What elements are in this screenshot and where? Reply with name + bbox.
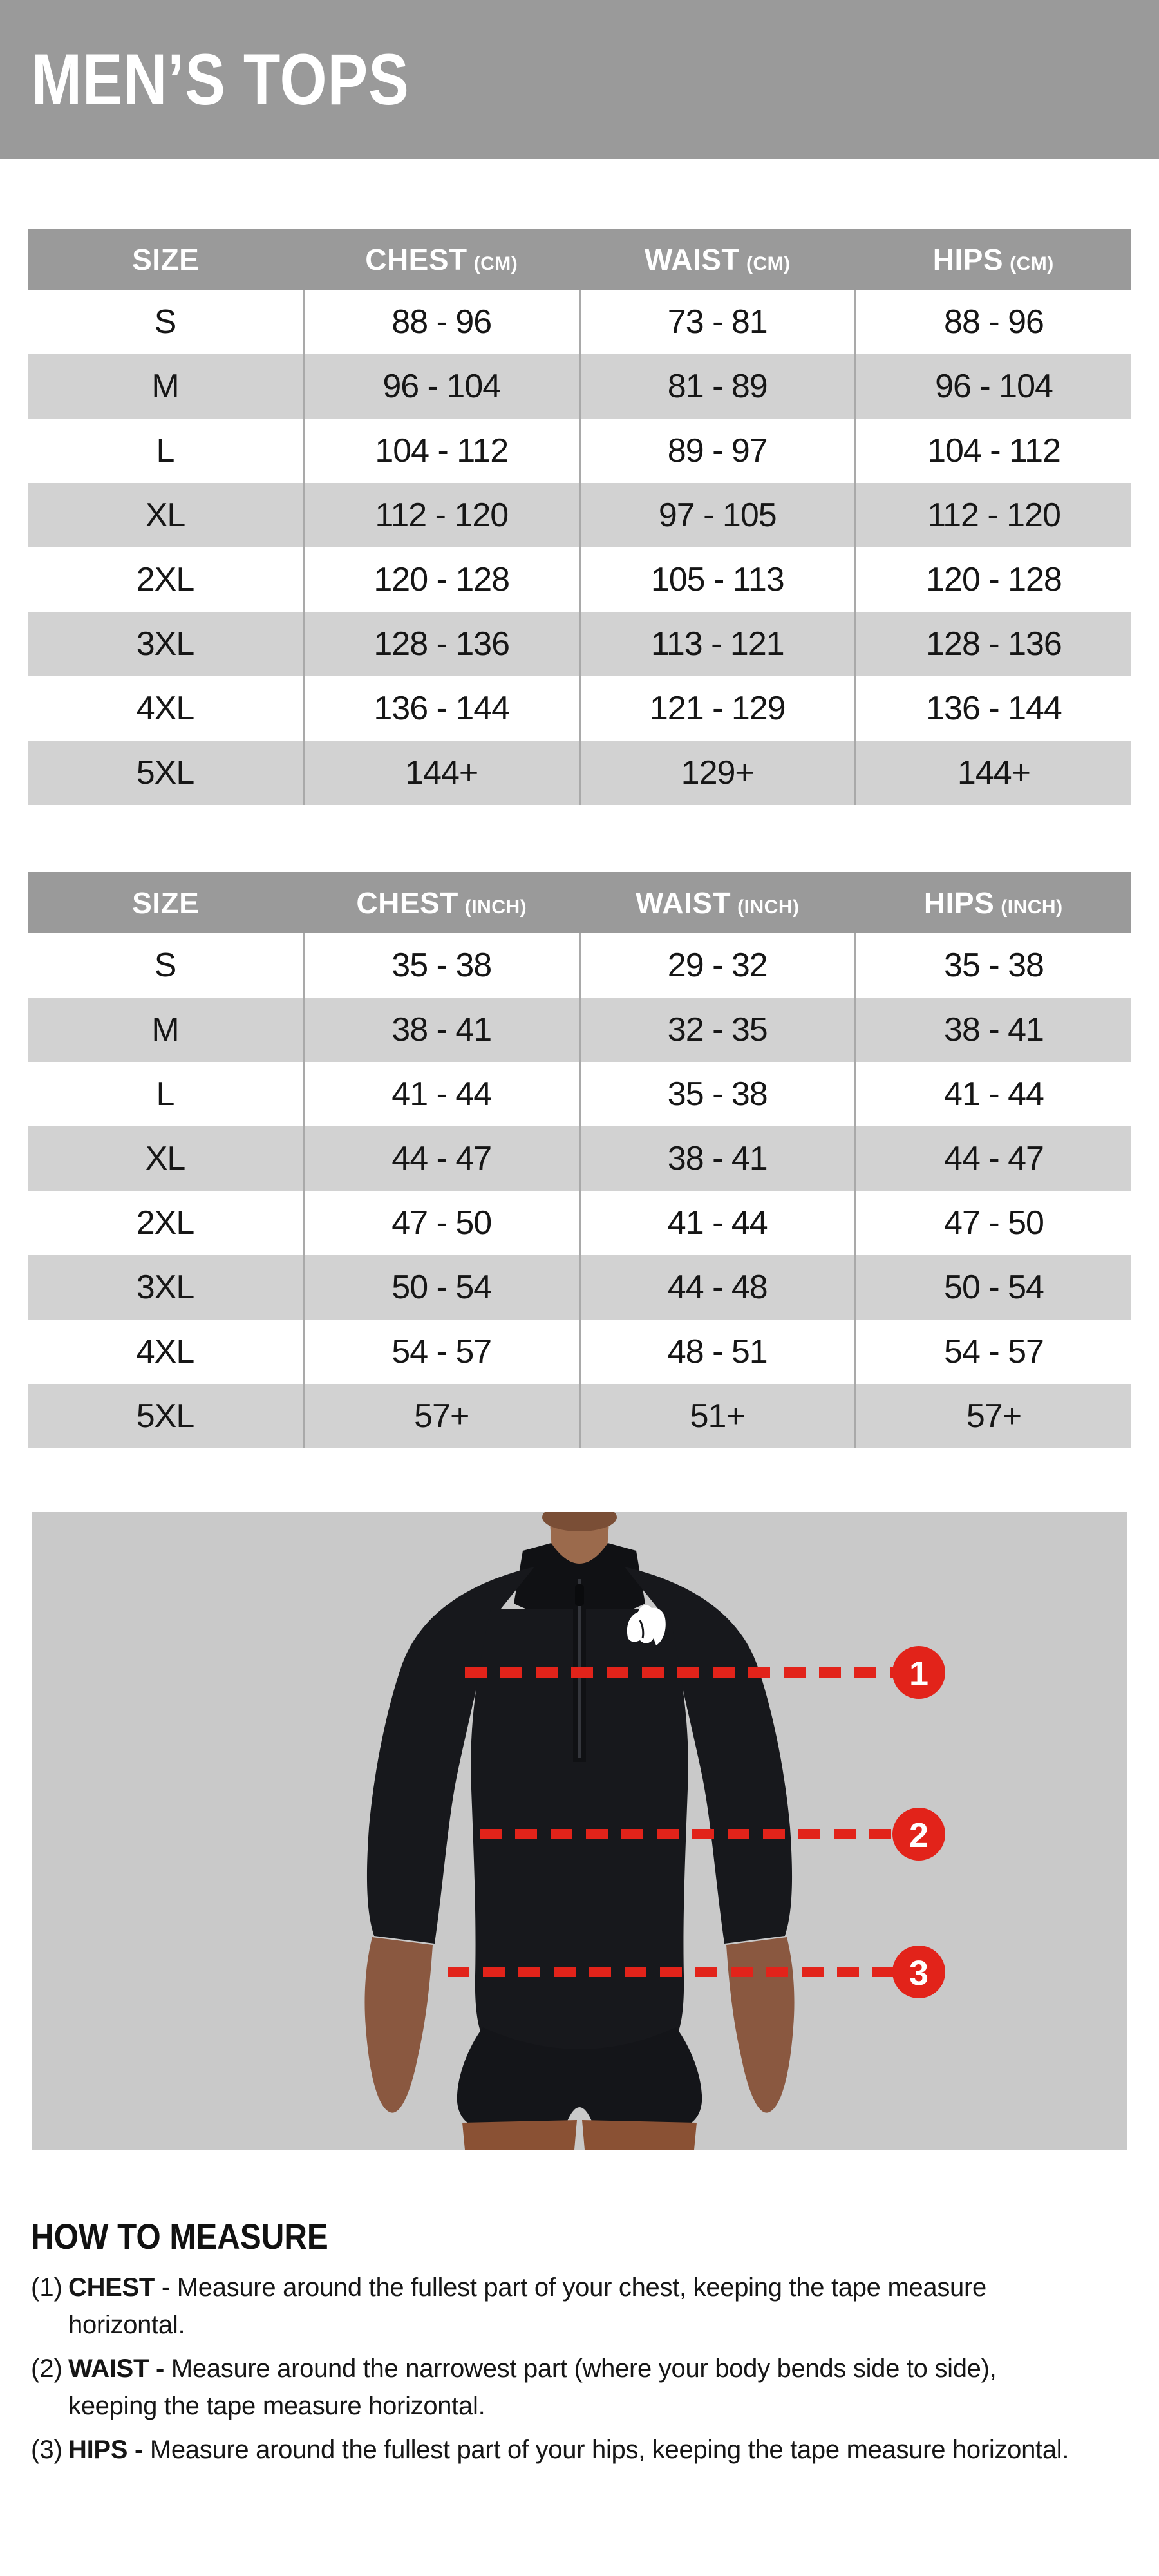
hips-column-header (856, 872, 1132, 933)
chest-cell: 44 - 47 (304, 1126, 580, 1191)
size-cell: XL (145, 497, 185, 534)
item-text (68, 2269, 1069, 2344)
chest-cell: 38 - 41 (304, 998, 580, 1062)
size-table-cm (28, 229, 1131, 805)
waist-cell: 113 - 121 (580, 612, 856, 676)
zipper-pull (575, 1584, 584, 1606)
waist-cell: 89 - 97 (580, 419, 856, 483)
item-number: (2) (31, 2354, 62, 2383)
size-cell: S (154, 303, 176, 341)
header-unit: (INCH) (737, 896, 800, 918)
size-table-cm-header (28, 229, 1131, 290)
item-separator (143, 2436, 150, 2464)
table-row (28, 998, 1131, 1062)
header-row (28, 229, 1131, 290)
size-table-inch (28, 872, 1131, 1448)
waist-cell: 32 - 35 (580, 998, 856, 1062)
header-unit: (CM) (1010, 252, 1054, 274)
table-row (28, 1191, 1131, 1255)
table-row (28, 933, 1131, 998)
header-label: SIZE (132, 886, 200, 920)
header-unit: (CM) (746, 252, 791, 274)
waist-cell: 35 - 38 (580, 1062, 856, 1126)
waist-cell: 105 - 113 (580, 547, 856, 612)
table-row (28, 676, 1131, 741)
header-row (28, 872, 1131, 933)
page-title: MEN’S TOPS (31, 39, 410, 120)
item-label: CHEST (68, 2273, 155, 2302)
chest-cell: 47 - 50 (304, 1191, 580, 1255)
header-unit: (INCH) (1001, 896, 1063, 918)
header-label: CHEST (365, 242, 467, 276)
measurement-figure (32, 1512, 1127, 2150)
size-table-inch-header (28, 872, 1131, 933)
size-column-header (28, 229, 304, 290)
header-label: WAIST (644, 242, 740, 276)
table-row (28, 1126, 1131, 1191)
item-text (68, 2350, 1069, 2425)
chest-cell: 128 - 136 (304, 612, 580, 676)
table-row (28, 1320, 1131, 1384)
table-row (28, 1255, 1131, 1320)
measurement-figure-svg (32, 1512, 1127, 2150)
chest-cell: 112 - 120 (304, 483, 580, 547)
left-thigh (462, 2120, 577, 2150)
hips-cell: 38 - 41 (856, 998, 1132, 1062)
size-cell: M (151, 1011, 179, 1048)
size-cell: 3XL (136, 625, 194, 663)
header-label: CHEST (356, 886, 458, 920)
waist-callout-number: 2 (909, 1816, 929, 1855)
hips-cell: 112 - 120 (856, 483, 1132, 547)
size-table-cm-body (28, 290, 1131, 805)
item-number: (1) (31, 2273, 62, 2302)
size-cell: 2XL (136, 561, 194, 598)
size-cell: L (156, 1075, 174, 1113)
hips-cell: 144+ (856, 741, 1132, 805)
size-column-header (28, 872, 304, 933)
item-number: (3) (31, 2436, 62, 2464)
header-label: HIPS (923, 886, 995, 920)
table-row (28, 1384, 1131, 1448)
item-description: Measure around the narrowest part (where your body bends side to side), keeping the tape measure horizontal. (68, 2354, 997, 2420)
chest-cell: 50 - 54 (304, 1255, 580, 1320)
chest-cell: 88 - 96 (304, 290, 580, 354)
hips-cell: 128 - 136 (856, 612, 1132, 676)
title-bar (0, 0, 1159, 159)
hips-cell: 35 - 38 (856, 933, 1132, 998)
header-unit: (CM) (473, 252, 518, 274)
how-to-measure-section (31, 2215, 1100, 2468)
list-item (31, 2350, 1100, 2425)
table-row (28, 483, 1131, 547)
chest-cell: 136 - 144 (304, 676, 580, 741)
size-cell: L (156, 432, 174, 469)
waist-cell: 51+ (580, 1384, 856, 1448)
chest-cell: 35 - 38 (304, 933, 580, 998)
hips-cell: 120 - 128 (856, 547, 1132, 612)
waist-cell: 121 - 129 (580, 676, 856, 741)
size-cell: M (151, 368, 179, 405)
chest-cell: 120 - 128 (304, 547, 580, 612)
item-description: Measure around the fullest part of your chest, keeping the tape measure horizontal. (68, 2273, 986, 2339)
waist-cell: 73 - 81 (580, 290, 856, 354)
chest-cell: 41 - 44 (304, 1062, 580, 1126)
item-label: HIPS - (68, 2436, 143, 2464)
header-label: WAIST (636, 886, 731, 920)
table-row (28, 354, 1131, 419)
item-label: WAIST - (68, 2354, 164, 2383)
table-row (28, 612, 1131, 676)
waist-cell: 97 - 105 (580, 483, 856, 547)
header-label: SIZE (132, 242, 200, 276)
waist-column-header (580, 229, 856, 290)
waist-cell: 48 - 51 (580, 1320, 856, 1384)
size-cell: 2XL (136, 1204, 194, 1242)
hips-callout-number: 3 (909, 1954, 929, 1993)
hips-column-header (856, 229, 1132, 290)
header-label: HIPS (932, 242, 1004, 276)
size-cell: S (154, 947, 176, 984)
chest-callout-number: 1 (909, 1654, 929, 1693)
hips-cell: 136 - 144 (856, 676, 1132, 741)
hips-cell: 47 - 50 (856, 1191, 1132, 1255)
chest-cell: 104 - 112 (304, 419, 580, 483)
size-cell: 4XL (136, 690, 194, 727)
hips-cell: 96 - 104 (856, 354, 1132, 419)
table-row (28, 290, 1131, 354)
list-item (31, 2269, 1100, 2344)
table-row (28, 1062, 1131, 1126)
chest-cell: 57+ (304, 1384, 580, 1448)
table-row (28, 547, 1131, 612)
size-table-inch-body (28, 933, 1131, 1448)
item-description: Measure around the fullest part of your hips, keeping the tape measure horizontal. (149, 2436, 1069, 2464)
size-cell: 3XL (136, 1269, 194, 1306)
item-text (68, 2431, 1069, 2468)
hips-cell: 54 - 57 (856, 1320, 1132, 1384)
hips-cell: 57+ (856, 1384, 1132, 1448)
table-row (28, 741, 1131, 805)
hips-cell: 50 - 54 (856, 1255, 1132, 1320)
size-cell: 5XL (136, 1397, 194, 1435)
waist-cell: 38 - 41 (580, 1126, 856, 1191)
table-row (28, 419, 1131, 483)
waist-cell: 44 - 48 (580, 1255, 856, 1320)
hips-cell: 104 - 112 (856, 419, 1132, 483)
chest-column-header (304, 872, 580, 933)
waist-cell: 41 - 44 (580, 1191, 856, 1255)
hips-cell: 88 - 96 (856, 290, 1132, 354)
how-to-measure-list (31, 2269, 1100, 2468)
header-unit: (INCH) (464, 896, 527, 918)
size-cell: XL (145, 1140, 185, 1177)
size-cell: 5XL (136, 754, 194, 791)
item-separator (164, 2354, 171, 2383)
how-to-measure-title: HOW TO MEASURE (31, 2216, 328, 2257)
waist-cell: 29 - 32 (580, 933, 856, 998)
right-thigh (582, 2120, 697, 2150)
hips-cell: 44 - 47 (856, 1126, 1132, 1191)
chest-cell: 144+ (304, 741, 580, 805)
size-cell: 4XL (136, 1333, 194, 1370)
item-separator: - (155, 2273, 177, 2302)
chest-cell: 54 - 57 (304, 1320, 580, 1384)
list-item (31, 2431, 1100, 2468)
chest-column-header (304, 229, 580, 290)
hips-cell: 41 - 44 (856, 1062, 1132, 1126)
waist-column-header (580, 872, 856, 933)
waist-cell: 81 - 89 (580, 354, 856, 419)
waist-cell: 129+ (580, 741, 856, 805)
chest-cell: 96 - 104 (304, 354, 580, 419)
